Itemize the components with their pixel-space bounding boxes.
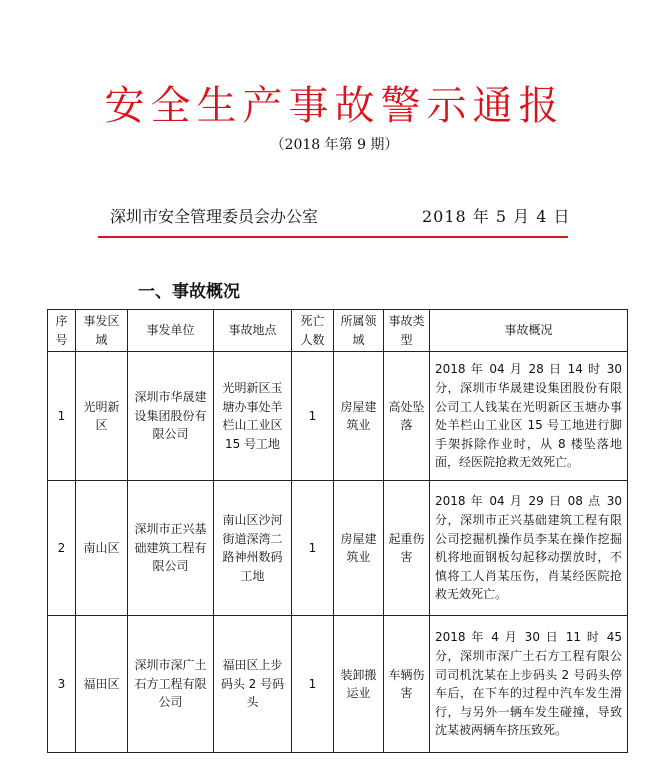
cell-type: 起重伤害 xyxy=(384,481,430,616)
cell-no: 1 xyxy=(48,352,76,481)
cell-field: 房屋建筑业 xyxy=(334,481,384,616)
cell-deaths: 1 xyxy=(292,481,334,616)
cell-deaths: 1 xyxy=(292,616,334,753)
header-unit: 事发单位 xyxy=(128,310,214,352)
cell-unit: 深圳市正兴基础建筑工程有限公司 xyxy=(128,481,214,616)
report-title: 安全生产事故警示通报 xyxy=(104,83,565,129)
cell-area: 光明新区 xyxy=(76,352,128,481)
section-heading: 一、事故概况 xyxy=(138,282,240,302)
cell-area: 福田区 xyxy=(76,616,128,753)
red-divider xyxy=(98,236,568,238)
header-type: 事故类型 xyxy=(384,310,430,352)
header-no: 序号 xyxy=(48,310,76,352)
cell-unit: 深圳市深广土石方工程有限公司 xyxy=(128,616,214,753)
cell-field: 装卸搬运业 xyxy=(334,616,384,753)
table-header-row xyxy=(48,310,628,352)
table-row xyxy=(48,616,628,753)
header-summary: 事故概况 xyxy=(430,310,628,352)
cell-deaths: 1 xyxy=(292,352,334,481)
cell-no: 2 xyxy=(48,481,76,616)
cell-type: 高处坠落 xyxy=(384,352,430,481)
header-deaths: 死亡人数 xyxy=(292,310,334,352)
cell-area: 南山区 xyxy=(76,481,128,616)
cell-location: 光明新区玉塘办事处羊栏山工业区 15 号工地 xyxy=(214,352,292,481)
table-row xyxy=(48,481,628,616)
cell-summary: 2018 年 04 月 28 日 14 时 30 分，深圳市华晟建设集团股份有限公司工人钱某在光明新区玉塘办事处羊栏山工业区 15 号工地进行脚手架拆除作业时，从 8 楼坠落地面，经医院抢救无效死亡。 xyxy=(430,352,628,481)
cell-location: 南山区沙河街道深湾二路神州数码工地 xyxy=(214,481,292,616)
cell-summary: 2018 年 4 月 30 日 11 时 45 分，深圳市深广土石方工程有限公司司机沈某在上步码头 2 号码头停车后，在下车的过程中汽车发生滑行，与另外一辆车发生碰撞，导致沈某被两辆车挤压致死。 xyxy=(430,616,628,753)
cell-type: 车辆伤害 xyxy=(384,616,430,753)
issuing-office: 深圳市安全管理委员会办公室 xyxy=(110,207,319,226)
cell-unit: 深圳市华晟建设集团股份有限公司 xyxy=(128,352,214,481)
header-field: 所属领域 xyxy=(334,310,384,352)
cell-field: 房屋建筑业 xyxy=(334,352,384,481)
cell-no: 3 xyxy=(48,616,76,753)
table-row xyxy=(48,352,628,481)
header-area: 事发区域 xyxy=(76,310,128,352)
issue-date: 2018 年 5 月 4 日 xyxy=(422,207,571,226)
accident-table xyxy=(47,309,628,753)
header-location: 事故地点 xyxy=(214,310,292,352)
cell-location: 福田区上步码头 2 号码头 xyxy=(214,616,292,753)
cell-summary: 2018 年 04 月 29 日 08 点 30 分，深圳市正兴基础建筑工程有限公司挖掘机操作员李某在操作挖掘机将地面钢板勾起移动摆放时，不慎将工人肖某压伤，肖某经医院抢救无效死亡。 xyxy=(430,481,628,616)
issue-number: （2018 年第 9 期） xyxy=(270,137,399,153)
